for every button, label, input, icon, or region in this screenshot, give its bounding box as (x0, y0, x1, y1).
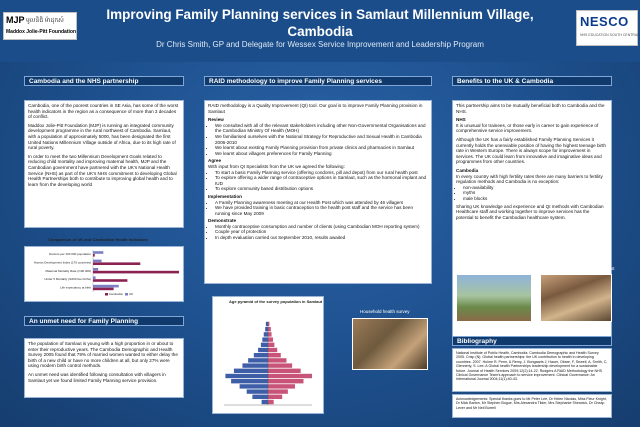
comparison-chart-title: Comparison of UK and Cambodian Health Indicators (48, 237, 148, 242)
age-pyramid-bar-male (231, 379, 268, 383)
age-pyramid-bar-female (268, 389, 288, 393)
mjp-logo-subtitle: Maddox Jolie-Pitt Foundation (6, 29, 76, 35)
age-pyramid-bar-male (248, 358, 268, 362)
benefits-section-heading: Benefits to the UK & Cambodia (452, 76, 612, 86)
raid-demonstrate-list (208, 224, 428, 241)
age-pyramid-bar-male (264, 332, 268, 336)
cambodia-paragraph-3: In order to meet the two Millennium Development Goals related to reducing child mortality and improving maternal health, MJP and the Cambodian government have partnered with the UK's National Health Service (NHS) as part of the UK's NHS commitment to developing Global Health Partnerships both to contribute to improving global health and to learn from the developing world (28, 153, 177, 187)
acknowledgements-text: Acknowledgements: Special thanks goes to Mr Peter Lee, Dr Helen Nicolas, Miss Fleur Knight, Dr Mick Barton, Mr Stephen Bogue, Mrs Alexandra Tilder, Mrs Stephanie Sherwick, Dr Cheap Lever and Mr Neil Burrell (456, 397, 607, 410)
unmet-need-section-body (24, 338, 184, 398)
raid-demonstrate-item: • Monthly contraceptive consumption and number of clients (using Cambodian MOH reporting system) (215, 224, 428, 230)
bibliography-text: National Institute of Public Health, Cambodia. Cambodia Demographic and Health Survey 2005. Crisp (N): Global health partnerships: the UK contribution to health in developing countries. 2007. Hulme R, Penn, & Remy, J. Bongaarts J, Hauer, Obare, F, Sewell, A, Smith, C, Glennerly, S. Lee: A Global health Partnerships leadership development for a sustainable future. Journal of Health Services 2009;12(2):14-22. Rudgers A RAID Methodology the NHS Clinical Governance Team's approach to service improvement. Clinical Governance: An International Journal 2004;11(1):40-43. (456, 351, 608, 382)
poster-title-line1: Improving Family Planning services in Samlaut Millennium Village, (106, 7, 534, 22)
comparison-chart (24, 246, 184, 302)
cambodia-paragraph-2: Maddox Jolie-Pitt Foundation (MJP) is running an integrated community development programme in the rural northwest of Cambodia. Samlaut, with a population of approximately 5000, has been designated the first United Nations Millennium Village outside of Africa, due to its high rate of rural poverty. (28, 122, 176, 151)
comparison-chart-bar-uk (93, 276, 96, 279)
age-pyramid-bar-female (268, 374, 312, 378)
age-pyramid-bar-female (268, 379, 303, 383)
age-pyramid-bar-female (268, 363, 292, 367)
comparison-chart-legend-swatch-uk (125, 293, 128, 296)
comparison-chart-bar-cambodia (93, 262, 140, 265)
raid-section-heading: RAID methodology to improve Family Planning services (204, 76, 432, 86)
household-survey-caption: Household health survey (360, 309, 410, 314)
comparison-chart-category-label: Under 5 Mortality (/1000 live births) (44, 277, 91, 282)
unmet-need-paragraph-2: An unmet need was identified following consultation with villagers in Samlaut yet we found limited Family Planning service provision. (28, 371, 166, 383)
age-pyramid-bar-male (234, 369, 268, 373)
benefits-barrier-item: • myths (463, 190, 608, 196)
mjp-logo-text: MJP (6, 15, 25, 25)
comparison-chart-bar-uk (93, 285, 119, 288)
benefits-barriers-list (456, 185, 608, 202)
raid-implementation-item: • A Family Planning awareness meeting at our Health Post which was attended by 46 villagers (215, 200, 428, 206)
age-pyramid-bar-female (268, 384, 295, 388)
household-survey-photo (352, 318, 428, 370)
unmet-need-paragraph-1: The population of Samlaut is young with a high proportion in or about to enter their reproductive years. The Cambodia Demographic and Health Survey 2005 found that 79% of married women wanted to either delay the birth of a new child or have no more children at all, but only 27% were using modern birth control methods. (28, 341, 178, 369)
age-pyramid-title: Age pyramid of the survey population in Samlaut (229, 299, 323, 304)
comparison-chart-legend-uk: UK (129, 292, 134, 296)
cambodia-paragraph-1: Cambodia, one of the poorest countries in SE Asia, has some of the worst health indicators in the region as a consequence of more than 3 decades of conflict. (28, 103, 179, 120)
age-pyramid-svg (213, 309, 323, 413)
comparison-chart-category-label: Maternal Mortality Rate (/100 000) (45, 268, 91, 273)
poster-header (0, 0, 640, 62)
raid-review-heading: Review (208, 117, 224, 123)
age-pyramid-bar-female (268, 353, 281, 357)
comparison-chart-bar-cambodia (93, 288, 114, 291)
poster-author: Dr Chris Smith, GP and Delegate for Wessex Service Improvement and Leadership Program (156, 40, 484, 49)
age-pyramid-bar-male (262, 337, 268, 341)
nesco-logo-text: NESCO (580, 14, 629, 29)
age-pyramid-bar-female (268, 322, 269, 326)
benefits-nhs-paragraph-1: It is unusual for trainees, or those early in career to gain experience of comprehensive service improvement. (456, 122, 599, 134)
raid-review-list (208, 123, 428, 157)
raid-agree-intro: With input from QI Specialists from the UK we agreed the following: (208, 163, 345, 169)
poster-title-line2: Cambodia (287, 24, 353, 39)
bibliography-body (452, 348, 612, 392)
condom-launch-photo (540, 274, 612, 322)
condom-launch-photo-caption: Condom launch at the Health Post (546, 266, 615, 271)
raid-agree-item: • To start a basic Family Planning service (offering condoms, pill and depot) from our rural health post (215, 170, 428, 176)
comparison-chart-category-label: Life expectancy at birth (60, 285, 91, 290)
comparison-chart-bar-cambodia (93, 254, 95, 257)
health-post-photo (456, 274, 532, 322)
comparison-chart-svg (25, 247, 183, 301)
cambodia-section-body (24, 100, 184, 228)
age-pyramid-bar-male (265, 327, 268, 331)
age-pyramid-bar-male (254, 353, 268, 357)
age-pyramid-bar-female (268, 348, 277, 352)
age-pyramid-bar-female (268, 369, 301, 373)
raid-review-item: • We familiarised ourselves with the National Strategy for Reproductive and Sexual Health in Cambodia 2006-2010 (215, 134, 428, 145)
age-pyramid-bar-female (268, 337, 273, 341)
age-pyramid-bar-male (258, 348, 268, 352)
age-pyramid-bar-male (261, 343, 268, 347)
comparison-chart-category-label: Human Development Index (176 countries) (33, 260, 91, 265)
benefits-barrier-item: • male blocks (463, 196, 608, 202)
age-pyramid-bar-female (268, 343, 274, 347)
poster-title (80, 6, 560, 40)
raid-section-body (204, 100, 432, 284)
age-pyramid-bar-male (252, 395, 268, 399)
age-pyramid-bar-male (225, 374, 268, 378)
nesco-logo (576, 10, 638, 46)
raid-implementation-heading: Implementation (208, 193, 242, 199)
raid-demonstrate-item: • In depth evaluation carried out September 2010, results awaited (215, 235, 428, 241)
age-pyramid-bar-male (242, 363, 268, 367)
raid-implementation-item: • We have provided training in basic contraception to the health post staff and the service has been running since May 2009 (215, 205, 428, 216)
benefits-intro: This partnership aims to be mutually beneficial both to Cambodia and the NHS. (456, 103, 605, 114)
benefits-cambodia-end: Sharing UK knowledge and experience and QI methods with Cambodian Healthcare staff and working together to improve services has the potential to benefit the Cambodian healthcare system. (456, 203, 604, 220)
age-pyramid-bar-male (262, 400, 268, 404)
raid-agree-item: • To explore offering a wider range of contraceptive options in Samlaut, such as the hormonal implant and IUD (215, 175, 428, 186)
benefits-nhs-paragraph-2: Although the UK has a fairly established Family Planning Services it currently holds the unenviable position of having the highest teenage birth rate in Western Europe. There is always scope for improvement in services. The UK could learn from innovative and imaginative ideas and programmes from other countries. (456, 136, 606, 165)
comparison-chart-category-label: Doctors per 100 000 population (49, 252, 91, 256)
raid-agree-list (208, 170, 428, 192)
comparison-chart-legend-swatch-cambodia (105, 293, 108, 296)
unmet-need-section-heading: An unmet need for Family Planning (24, 316, 184, 326)
benefits-cambodia-intro: In every country with high fertility rates there are many barriers to fertility regulation methods and Cambodia is no exception: (456, 173, 603, 185)
comparison-chart-bar-uk (93, 251, 103, 254)
mjp-logo-khmer: មូលនិធិ ម៉ាដុកស៍ (26, 18, 64, 24)
raid-agree-heading: Agree (208, 158, 222, 164)
raid-intro: RAID methodology is a Quality Improvement (QI) tool. Our goal is to improve Family Planning provision in Samlaut (208, 103, 423, 114)
age-pyramid-bar-female (268, 327, 271, 331)
acknowledgements-body (452, 394, 612, 418)
raid-review-item: • We consulted with all of the relevant stakeholders including other Non-Governmental Organisations and the Cambodian Ministry Of Health (MOH) (215, 123, 428, 134)
nesco-logo-subtitle: NHS EDUCATION SOUTH CENTRAL (580, 33, 640, 37)
comparison-chart-bar-cambodia (93, 279, 127, 282)
raid-demonstrate-heading: Demonstrate (208, 218, 237, 224)
age-pyramid-bar-male (247, 389, 268, 393)
mjp-logo (3, 12, 77, 40)
comparison-chart-legend-cambodia: Cambodia (109, 292, 123, 296)
comparison-chart-bar-uk (93, 260, 102, 263)
age-pyramid-bar-male (240, 384, 268, 388)
age-pyramid-bar-female (268, 358, 286, 362)
age-pyramid-bar-female (268, 332, 272, 336)
benefits-cambodia-heading: Cambodia (456, 167, 479, 173)
health-post-photo-caption: Kampong Touk Health Post (458, 266, 513, 271)
raid-implementation-list (208, 200, 428, 217)
benefits-barrier-item: • non-availability (463, 185, 608, 191)
age-pyramid-bar-male (266, 322, 268, 326)
bibliography-section-heading: Bibliography (452, 336, 612, 346)
cambodia-section-heading: Cambodia and the NHS partnership (24, 76, 184, 86)
comparison-chart-bar-uk (93, 268, 98, 271)
age-pyramid-bar-female (268, 395, 282, 399)
age-pyramid-bar-female (268, 400, 274, 404)
age-pyramid-chart (212, 296, 324, 414)
raid-review-item: • We learnt about villagers preferences for Family Planning (215, 151, 428, 157)
raid-agree-item: • To explore community based distribution options (215, 186, 428, 192)
raid-demonstrate-item: • Couple year of protection (215, 229, 428, 235)
raid-review-item: • We learnt about existing Family Planning provision from private clinics and pharmacies in Samlaut (215, 145, 428, 151)
comparison-chart-bar-cambodia (93, 271, 179, 274)
benefits-nhs-heading: NHS (456, 117, 466, 123)
